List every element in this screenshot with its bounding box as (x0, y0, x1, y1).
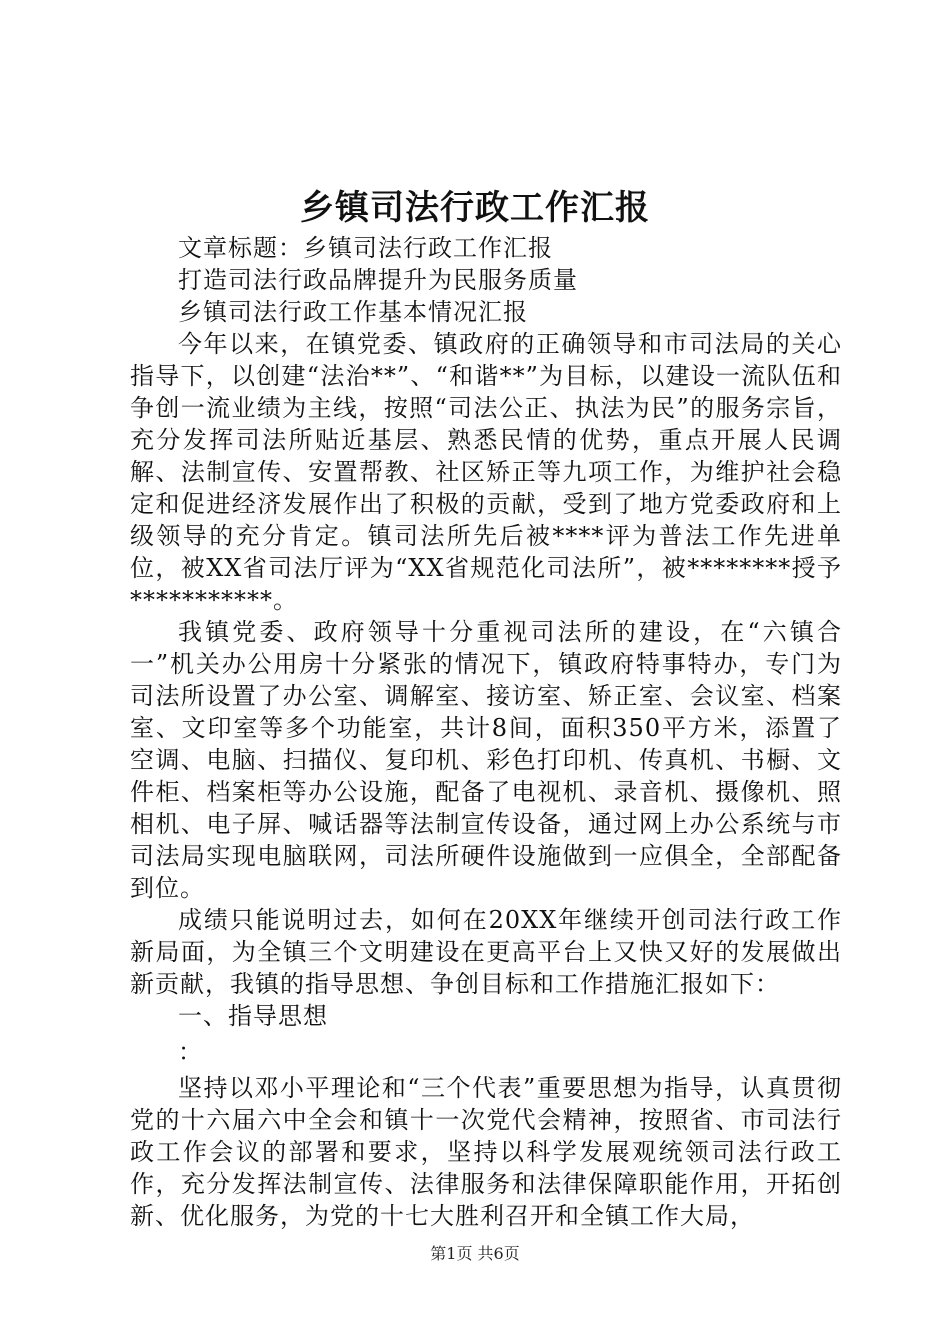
body-paragraph: 成绩只能说明过去，如何在20XX年继续开创司法行政工作新局面，为全镇三个文明建设在更高平台上又快又好的发展做出新贡献，我镇的指导思想、争创目标和工作措施汇报如下： (130, 906, 842, 998)
section-heading: 一、指导思想 (178, 1002, 328, 1030)
body-paragraph: 我镇党委、政府领导十分重视司法所的建设，在“六镇合一”机关办公用房十分紧张的情况下，镇政府特事特办，专门为司法所设置了办公室、调解室、接访室、矫正室、会议室、档案室、文印室等多个功能室，共计8间，面积350平方米，添置了空调、电脑、扫描仪、复印机、彩色打印机、传真机、书橱、文件柜、档案柜等办公设施，配备了电视机、录音机、摄像机、照相机、电子屏、喊话器等法制宣传设备，通过网上办公系统与市司法局实现电脑联网，司法所硬件设施做到一应俱全，全部配备到位。 (130, 618, 842, 902)
page-footer: 第1页 共6页 (430, 1244, 520, 1263)
subtitle-line: 打造司法行政品牌提升为民服务质量 (178, 266, 578, 294)
colon-line: ： (178, 1038, 203, 1066)
body-paragraph: 坚持以邓小平理论和“三个代表”重要思想为指导，认真贯彻党的十六届六中全会和镇十一次党代会精神，按照省、市司法行政工作会议的部署和要求，坚持以科学发展观统领司法行政工作，充分发挥法制宣传、法律服务和法律保障职能作用，开拓创新、优化服务，为党的十七大胜利召开和全镇工作大局， (130, 1074, 842, 1230)
section-heading-line: 乡镇司法行政工作基本情况汇报 (178, 298, 528, 326)
body-paragraph: 今年以来，在镇党委、镇政府的正确领导和市司法局的关心指导下，以创建“法治**”、“和谐**”为目标，以建设一流队伍和争创一流业绩为主线，按照“司法公正、执法为民”的服务宗旨，充分发挥司法所贴近基层、熟悉民情的优势，重点开展人民调解、法制宣传、安置帮教、社区矫正等九项工作，为维护社会稳定和促进经济发展作出了积极的贡献，受到了地方党委政府和上级领导的充分肯定。镇司法所先后被****评为普法工作先进单位，被XX省司法厅评为“XX省规范化司法所”，被********授予***********。 (130, 330, 842, 614)
article-title-line: 文章标题：乡镇司法行政工作汇报 (178, 234, 553, 262)
document-body (130, 232, 842, 1232)
document-title: 乡镇司法行政工作汇报 (300, 188, 650, 228)
